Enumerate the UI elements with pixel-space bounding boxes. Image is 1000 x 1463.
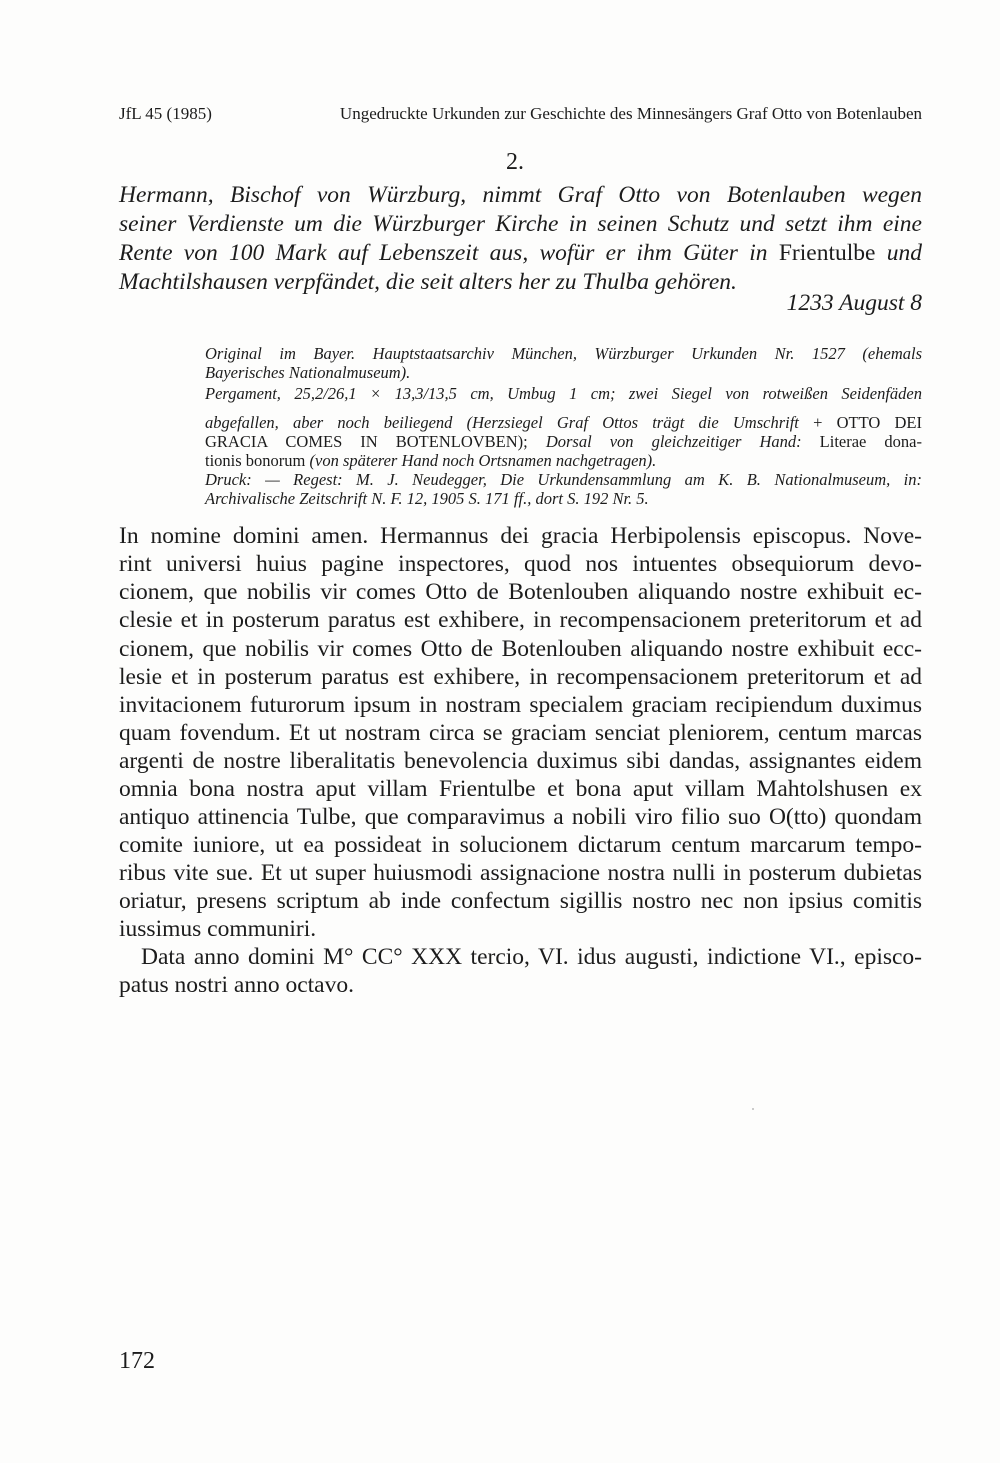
dating-line: Data anno domini M° CC° XXX tercio, VI. idus augusti, indictione VI., episco- [141,944,922,970]
summary-line: Machtilshausen verpfändet, die seit alters her zu Thulba gehören. [119,269,737,295]
journal-reference: JfL 45 (1985) [119,104,212,123]
summary-text: Rente von 100 Mark auf Lebenszeit aus, wofür er ihm Güter in [119,240,779,266]
page-number: 172 [119,1348,155,1374]
note-line [205,451,922,470]
note-text: Dorsal von gleichzeitiger Hand: [545,432,802,451]
note-text: abgefallen, aber noch beiliegend (Herzsiegel Graf Ottos trägt die Umschrift [205,413,799,432]
body-line: lesie et in posterum paratus est exhibere, in recompensacionem preteritorum et ad [119,664,922,690]
dating-line: patus nostri anno octavo. [119,972,354,998]
note-text: + OTTO DEI [798,413,922,432]
body-line: argenti de nostre liberalitatis benevolencia duximus sibi dandas, assignantes eidem [119,748,922,774]
summary-text: und [875,240,922,266]
note-line: Bayerisches Nationalmuseum). [205,363,411,382]
note-text: (von späterer Hand noch Ortsnamen nachgetragen). [309,451,657,470]
body-line: In nomine domini amen. Hermannus dei gracia Herbipolensis episcopus. Nove- [119,523,922,549]
note-line [205,432,922,451]
body-line: quam fovendum. Et ut nostram circa se graciam senciat pleniorem, centum marcas [119,720,922,746]
body-line: antiquo attinencia Tulbe, que comparavimus a nobili viro filio suo O(tto) quondam [119,804,922,830]
running-header [119,104,922,124]
body-line: oriatur, presens scriptum ab inde confectum sigillis nostro nec non ipsius comitis [119,888,922,914]
summary-line: seiner Verdienste um die Würzburger Kirche in seinen Schutz und setzt ihm eine [119,211,922,237]
document-date: 1233 August 8 [786,290,922,316]
note-line: Original im Bayer. Hauptstaatsarchiv München, Würzburger Urkunden Nr. 1527 (ehemals [205,344,922,363]
body-line: clesie et in posterum paratus est exhibere, in recompensacionem preteritorum et ad [119,607,922,633]
note-line: Pergament, 25,2/26,1 × 13,3/13,5 cm, Umbug 1 cm; zwei Siegel von rotweißen Seidenfäden [205,384,922,403]
body-line: omnia bona nostra aput villam Frientulbe et bona aput villam Mahtolshusen ex [119,776,922,802]
body-line: cionem, que nobilis vir comes Otto de Botenlouben aliquando nostre exhibuit ecc- [119,636,922,662]
note-text: Literae dona- [801,432,922,451]
note-line [205,413,922,432]
summary-line: Hermann, Bischof von Würzburg, nimmt Graf Otto von Botenlauben wegen [119,182,922,208]
note-text: GRACIA COMES IN BOTENLOVBEN); [205,432,546,451]
note-line: Druck: — Regest: M. J. Neudegger, Die Urkundensammlung am K. B. Nationalmuseum, in: [205,470,922,489]
note-line: Archivalische Zeitschrift N. F. 12, 1905 S. 171 ff., dort S. 192 Nr. 5. [205,489,649,508]
body-line: ribus vite sue. Et ut super huiusmodi assignacione nostra nulli in posterum dubietas [119,860,922,886]
note-text: tionis bonorum [205,451,310,470]
running-title: Ungedruckte Urkunden zur Geschichte des Minnesängers Graf Otto von Botenlauben [339,104,922,123]
paper-speck [752,1108,754,1110]
body-line: cionem, que nobilis vir comes Otto de Botenlouben aliquando nostre exhibuit ec- [119,579,922,605]
body-line: rint universi huius pagine inspectores, quod nos intuentes obsequiorum devo- [119,551,922,577]
place-name: Frientulbe [778,240,876,266]
body-line: invitacionem futurorum ipsum in nostram specialem graciam recipiendum duximus [119,692,922,718]
body-line: iussimus communiri. [119,916,317,942]
document-number: 2. [506,149,524,175]
body-line: comite iuniore, ut ea possideat in solucionem dictarum centum marcarum tempo- [119,832,922,858]
summary-line [119,239,922,268]
